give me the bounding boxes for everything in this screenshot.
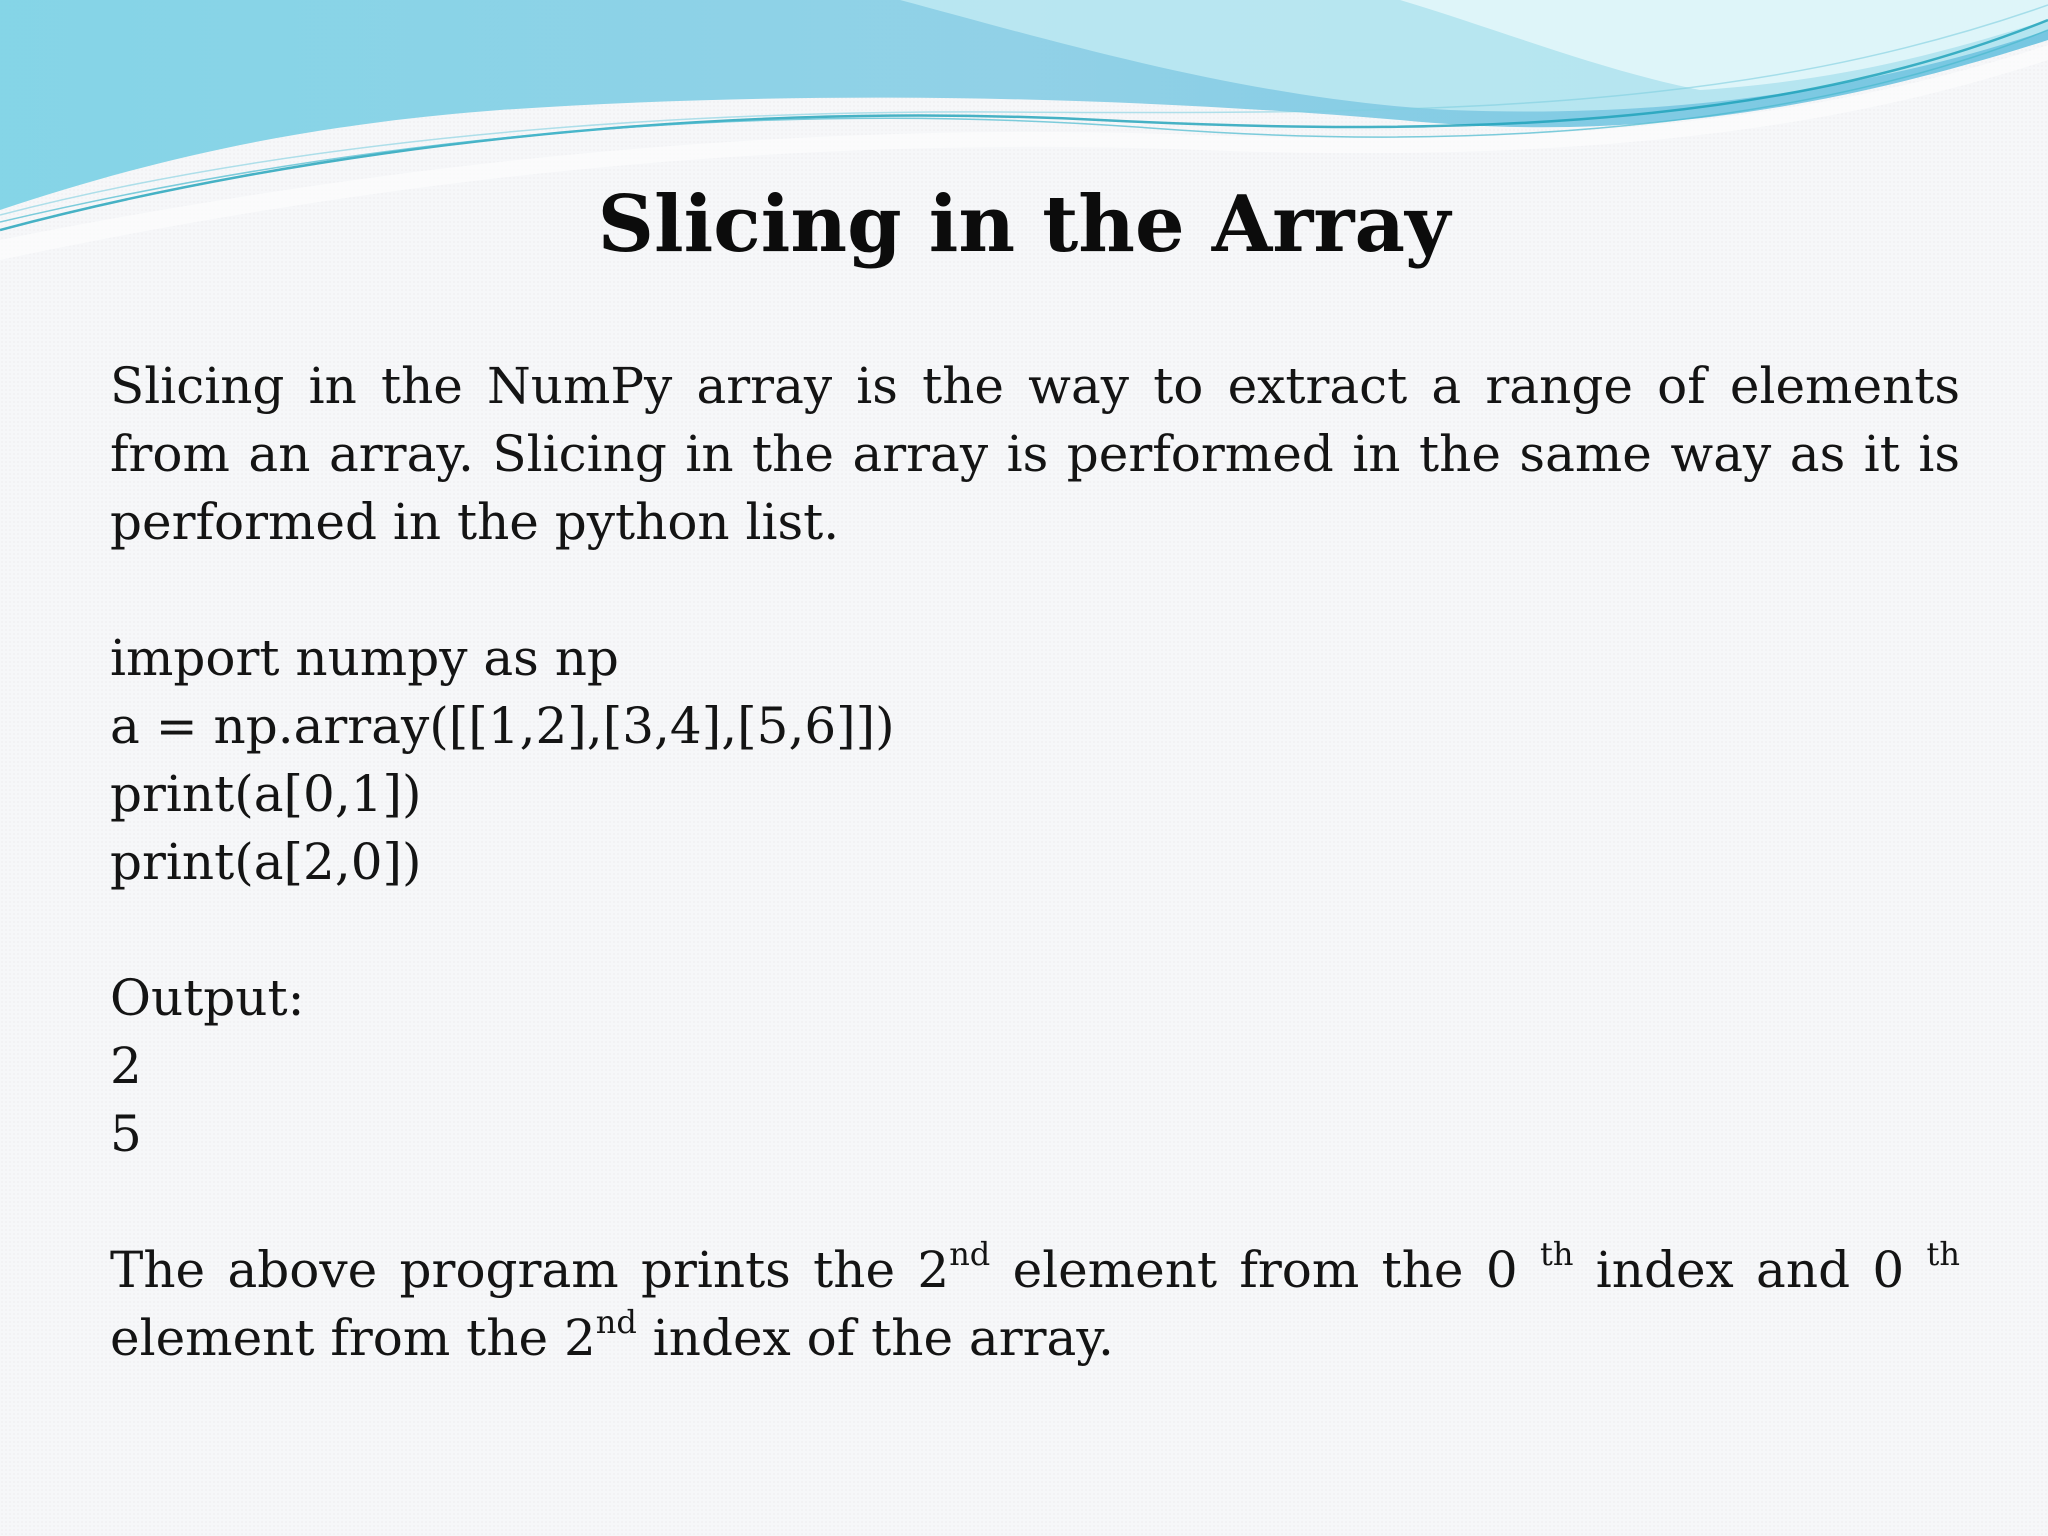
explanation-text: element from the 2 — [110, 1309, 596, 1367]
output-value: 2 — [110, 1037, 142, 1095]
ordinal-suffix: th — [1926, 1235, 1960, 1273]
ordinal-suffix: nd — [595, 1303, 637, 1341]
ordinal-suffix: nd — [949, 1235, 991, 1273]
explanation-text: The above program prints the 2 — [110, 1241, 950, 1299]
code-line: import numpy as np — [110, 629, 619, 687]
code-line: a = np.array([[1,2],[3,4],[5,6]]) — [110, 697, 895, 755]
code-line: print(a[0,1]) — [110, 765, 422, 823]
explanation-text: index of the array. — [636, 1309, 1114, 1367]
intro-paragraph: Slicing in the NumPy array is the way to extract a range of elements from an array. Slicing in the array is performed in the same way as it is performed in the python list. — [110, 357, 1960, 551]
ordinal-suffix: th — [1539, 1235, 1574, 1273]
output-label: Output: — [110, 969, 305, 1027]
output-block — [110, 964, 1960, 1168]
code-line: print(a[2,0]) — [110, 833, 422, 891]
explanation-paragraph — [110, 1236, 1960, 1372]
spacer — [110, 556, 1960, 624]
explanation-text: index and 0 — [1573, 1241, 1927, 1299]
spacer — [110, 1168, 1960, 1236]
code-block — [110, 624, 1960, 896]
spacer — [110, 896, 1960, 964]
slide-title: Slicing in the Array — [597, 179, 1451, 270]
explanation-text: element from the 0 — [990, 1241, 1540, 1299]
slide-body — [110, 352, 1960, 1372]
output-value: 5 — [110, 1105, 142, 1163]
